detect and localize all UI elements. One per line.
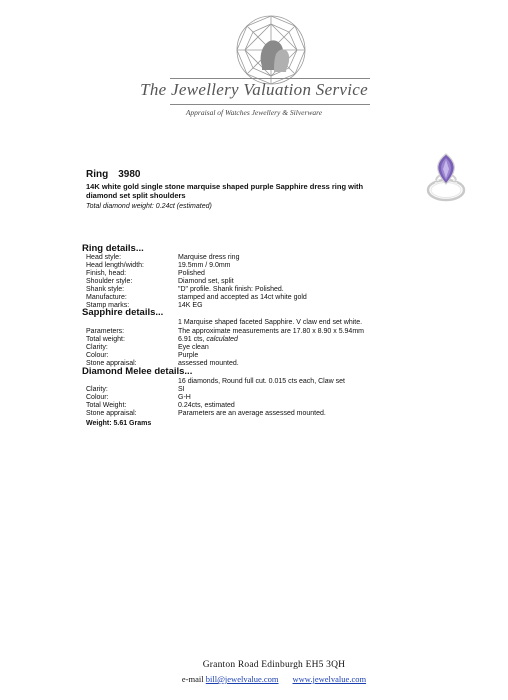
row-value: Polished [178,270,205,277]
row-value [178,336,238,344]
row-label: Head length/width: [86,262,144,269]
footer-contact [0,674,508,684]
row-label: Shank style: [86,286,125,293]
total-diamond-weight: Total diamond weight: 0.24ct (estimated) [86,203,212,210]
brand-rule-bottom [170,104,370,105]
row-label: Stamp marks: [86,302,130,309]
row-value: 14K EG [178,302,203,309]
email-link[interactable]: bill@jewelvalue.com [205,674,279,684]
item-label: Ring [86,169,109,180]
row-label: Colour: [86,352,109,359]
row-label: Parameters: [86,328,125,335]
email-label: e-mail [181,674,204,684]
website-link[interactable]: www.jewelvalue.com [292,674,367,684]
row-label: Manufacture: [86,294,127,301]
row-label: Total weight: [86,336,125,343]
row-value: SI [178,386,185,393]
row-label: Total Weight: [86,402,127,409]
row-label: Stone appraisal: [86,360,137,367]
row-value: Marquise dress ring [178,254,240,261]
item-number: 3980 [118,169,141,180]
item-description: 14K white gold single stone marquise shaped purple Sapphire dress ring with diamond set split shoulders [86,182,364,200]
row-value: G-H [178,394,191,401]
row-value: Purple [178,352,199,359]
weight-qualifier: calculated [204,336,238,343]
row-label: Stone appraisal: [86,410,137,417]
row-label: Head style: [86,254,122,261]
row-value: Diamond set, split [178,278,234,285]
row-label: Finish, head: [86,270,127,277]
brand-logo-icon [226,14,316,86]
brand-subtitle: Appraisal of Watches Jewellery & Silverware [185,108,323,117]
footer-address: Granton Road Edinburgh EH5 3QH [202,660,346,670]
diamond-melee-note: 16 diamonds, Round full cut. 0.015 cts each, Claw set [178,378,345,385]
row-value: "D" profile. Shank finish: Polished. [178,286,284,293]
row-value: The approximate measurements are 17.80 x 8.90 x 5.94mm [178,328,364,335]
row-value: Eye clean [178,344,209,351]
row-label: Clarity: [86,344,108,351]
ring-details-title: Ring details... [82,243,144,254]
sapphire-details-title: Sapphire details... [82,307,164,318]
row-value: Parameters are an average assessed mounted. [178,410,326,417]
sapphire-note: 1 Marquise shaped faceted Sapphire. V claw end set white. [178,319,363,326]
weight-value: 6.91 cts, [178,336,205,343]
row-value: stamped and accepted as 14ct white gold [178,294,307,301]
row-label: Shoulder style: [86,278,133,285]
item-heading [86,169,150,180]
brand-rule-top [170,78,370,79]
row-value: 0.24cts, estimated [178,402,235,409]
sapphire-ring-photo [418,150,474,206]
row-label: Colour: [86,394,109,401]
item-weight: Weight: 5.61 Grams [86,420,152,427]
row-value: assessed mounted. [178,360,239,367]
diamond-melee-title: Diamond Melee details... [82,366,193,377]
row-value: 19.5mm / 9.0mm [178,262,231,269]
row-label: Clarity: [86,386,108,393]
brand-title: The Jewellery Valuation Service [140,80,368,99]
